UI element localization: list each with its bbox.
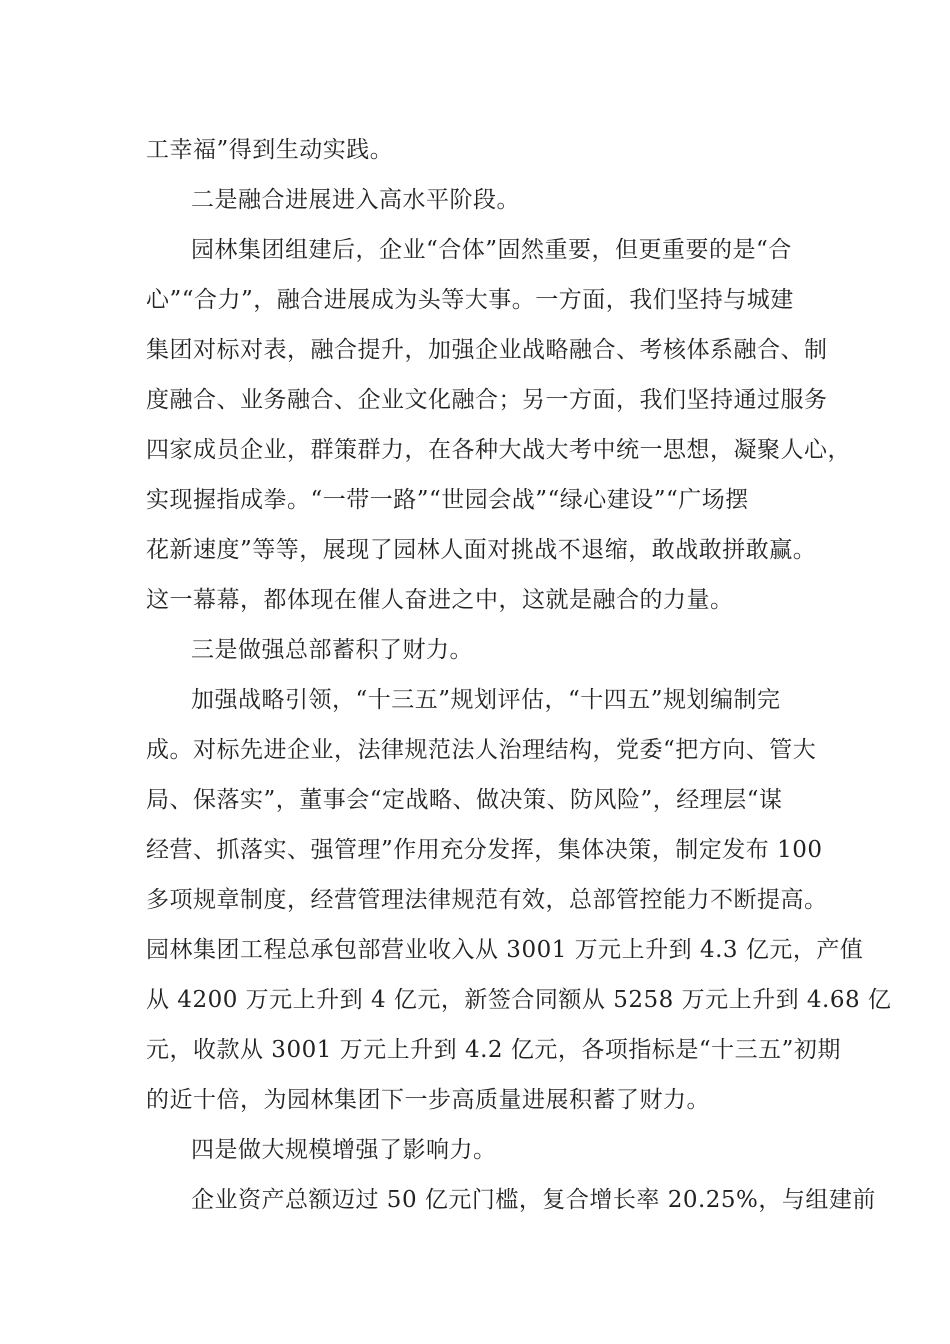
- section-heading: 二是融合进展进入高水平阶段。: [191, 187, 520, 213]
- text-line: 元，收款从 3001 万元上升到 4.2 亿元，各项指标是“十三五”初期: [146, 1037, 841, 1063]
- text-line: 这一幕幕，都体现在催人奋进之中，这就是融合的力量。: [146, 587, 734, 613]
- text-line: 多项规章制度，经营管理法律规范有效，总部管控能力不断提高。: [146, 887, 828, 913]
- text-line: 局、保落实”，董事会“定战略、做决策、防风险”，经理层“谋: [146, 787, 783, 813]
- paragraph-first-line: 园林集团组建后，企业“合体”固然重要，但更重要的是“合: [191, 237, 792, 263]
- text-line: 集团对标对表，融合提升，加强企业战略融合、考核体系融合、制: [146, 337, 828, 363]
- text-line: 实现握指成拳。“一带一路”“世园会战”“绿心建设”“广场摆: [146, 487, 749, 513]
- text-line: 的近十倍，为园林集团下一步高质量进展积蓄了财力。: [146, 1087, 710, 1113]
- text-line: 心”“合力”，融合进展成为头等大事。一方面，我们坚持与城建: [146, 287, 794, 313]
- section-heading: 四是做大规模增强了影响力。: [191, 1137, 497, 1163]
- text-line: 花新速度”等等，展现了园林人面对挑战不退缩，敢战敢拼敢赢。: [146, 537, 817, 563]
- paragraph-first-line: 加强战略引领，“十三五”规划评估，“十四五”规划编制完: [191, 687, 781, 713]
- text-line: 四家成员企业，群策群力，在各种大战大考中统一思想，凝聚人心，: [146, 437, 851, 463]
- text-line: 工幸福”得到生动实践。: [146, 137, 394, 163]
- text-line: 度融合、业务融合、企业文化融合；另一方面，我们坚持通过服务: [146, 387, 828, 413]
- text-line: 经营、抓落实、强管理”作用充分发挥，集体决策，制定发布 100: [146, 837, 823, 863]
- text-line: 成。对标先进企业，法律规范法人治理结构，党委“把方向、管大: [146, 737, 817, 763]
- section-heading: 三是做强总部蓄积了财力。: [191, 637, 473, 663]
- text-line: 从 4200 万元上升到 4 亿元，新签合同额从 5258 万元上升到 4.68 亿: [146, 987, 892, 1013]
- text-line: 园林集团工程总承包部营业收入从 3001 万元上升到 4.3 亿元，产值: [146, 937, 864, 963]
- paragraph-first-line: 企业资产总额迈过 50 亿元门槛，复合增长率 20.25%，与组建前: [191, 1187, 876, 1213]
